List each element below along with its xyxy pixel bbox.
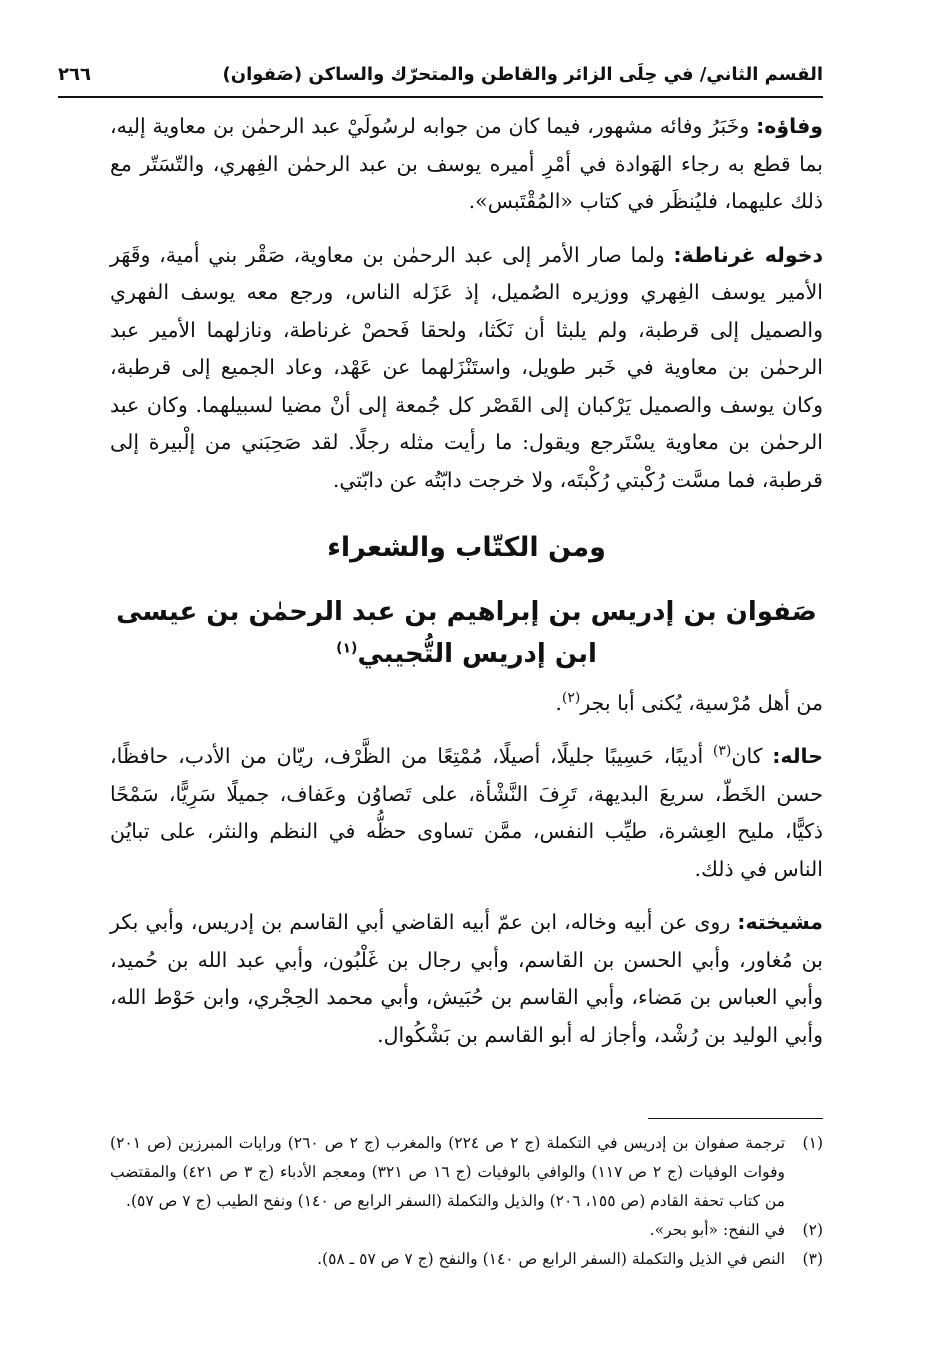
- biography-origin: [110, 685, 823, 723]
- paragraph-haluh: [110, 738, 823, 888]
- footnote-ref: (٢): [561, 689, 581, 706]
- paragraph-text: ولما صار الأمر إلى عبد الرحمٰن بن معاوية، صَقْر بني أمية، وقَهَر الأمير يوسف الفِهري ووزيره الصُميل، إذ عَزَله الناس، ورجع معه يوسف الفهري والصميل إلى قرطبة، ولم يلبثا أن نَكَثا، ولحقا فَحصْ غرناطة، ونازلهما الأمير عبد الرحمٰن بن معاوية في خَبر طويل، واستَنْزَلهما عن عَهْد، وعاد الجميع إلى قرطبة، وكان يوسف والصميل يَرْكبان إلى القَصْر كل جُمعة إلى أنْ مضيا لسبيلهما. وكان عبد الرحمٰن بن معاوية يسْتَرجع ويقول: ما رأيت مثله رجلًا. لقد صَحِبَني من إلْبيرة إلى قرطبة، فما مسَّت رُكْبتي رُكْبتَه، ولا خرجت دابّتُه عن دابّتي.: [110, 242, 823, 492]
- footnote-item: [110, 1245, 823, 1274]
- origin-text: من أهل مُرْسية، يُكنى أبا بجر: [580, 690, 823, 715]
- footnote-divider: [648, 1118, 823, 1119]
- paragraph-text-start: كان: [731, 744, 773, 768]
- paragraph-mashyakha: [110, 904, 823, 1054]
- paragraph-label: دخوله غرناطة:: [673, 242, 823, 267]
- footnote-ref: (١): [336, 639, 358, 656]
- footnote-text: ترجمة صفوان بن إدريس في التكملة (ج ٢ ص ٢٢٤) والمغرب (ج ٢ ص ٢٦٠) ورايات المبرزين (ص ٢٠١) وفوات الوفيات (ج ٢ ص ١١٧) والوافي بالوفيات (ج ١٦ ص ٣٢١) ومعجم الأدباء (ج ٣ ص ٤٢١) والمقتضب من كتاب تحفة القادم (ص ١٥٥، ٢٠٦) والذيل والتكملة (السفر الرابع ص ١٤٠) ونفح الطيب (ج ٧ ص ٥٧).: [110, 1134, 786, 1210]
- origin-end: .: [555, 690, 562, 715]
- paragraph-wafa: [110, 108, 823, 221]
- footnote-text: في النفح: «أبو بحر».: [649, 1221, 785, 1239]
- footnote-number: (١): [802, 1134, 823, 1152]
- main-text: [110, 108, 823, 1070]
- biography-title: [110, 591, 823, 675]
- paragraph-text: أديبًا، حَسِيبًا جليلًا، أصيلًا، مُمْتِعًا من الظَّرْف، ريّان من الأدب، حافظًا، حسن الخَطّ، سريعَ البديهة، تَرِفَ النَّشْأة، على تَصاوُن وعَفاف، جميلًا سَرِيًّا، سَمْحًا ذكيًّا، مليح العِشرة، طيِّب النفس، ممَّن تساوى حظُّه في النظم والنثر، على تبايُن الناس في ذلك.: [110, 744, 823, 881]
- footnotes: [110, 1118, 823, 1274]
- paragraph-label: وفاؤه:: [756, 114, 823, 138]
- paragraph-text: روى عن أبيه وخاله، ابن عمّ أبيه القاضي أبي القاسم بن إدريس، وأبي بكر بن مُغاور، وأبي الحسن بن القاسم، وأبي رجال بن غَلْبُون، وأبي عبد الله بن حُميد، وأبي العباس بن مَضاء، وأبي القاسم بن حُبَيش، وأبي محمد الحِجْري، وابن حَوْط الله، وأبي الوليد بن رُشْد، وأجاز له أبو القاسم بن بَشْكُوال.: [110, 910, 823, 1047]
- page-number: ٢٦٦: [58, 63, 91, 85]
- page-header: [58, 52, 823, 98]
- footnote-ref: (٣): [712, 743, 732, 760]
- biography-title-line-2: [110, 633, 823, 675]
- paragraph-dukhul-gharnata: [110, 237, 823, 500]
- paragraph-label: حاله:: [772, 744, 824, 768]
- running-title: القسم الثاني/ في حِلَى الزائر والقاطن والمتحرّك والساكن (صَفوان): [222, 63, 823, 85]
- biography-title-line-1: صَفوان بن إدريس بن إبراهيم بن عبد الرحمٰن بن عيسى: [116, 596, 817, 627]
- footnote-text: النص في الذيل والتكملة (السفر الرابع ص ١٤٠) والنفح (ج ٧ ص ٥٧ ـ ٥٨).: [317, 1250, 785, 1268]
- section-title: ومن الكتّاب والشعراء: [327, 532, 606, 563]
- footnote-number: (٢): [802, 1221, 823, 1239]
- footnote-item: [110, 1216, 823, 1245]
- footnote-item: [110, 1129, 823, 1216]
- footnote-number: (٣): [802, 1250, 823, 1268]
- biography-title-name: ابن إدريس التُّجيبي: [357, 638, 597, 669]
- paragraph-label: مشيخته:: [737, 910, 823, 934]
- paragraph-text: وخَبَرُ وفائه مشهور، فيما كان من جوابه لرسُولَيْ عبد الرحمٰن بن معاوية إليه، بما قطع به رجاء الهَوادة في أمْرِ أميره يوسف بن عبد الرحمٰن الفِهري، والتّسَتّر مع ذلك عليهما، فليُنظَر في كتاب «المُقْتَبس».: [110, 114, 823, 213]
